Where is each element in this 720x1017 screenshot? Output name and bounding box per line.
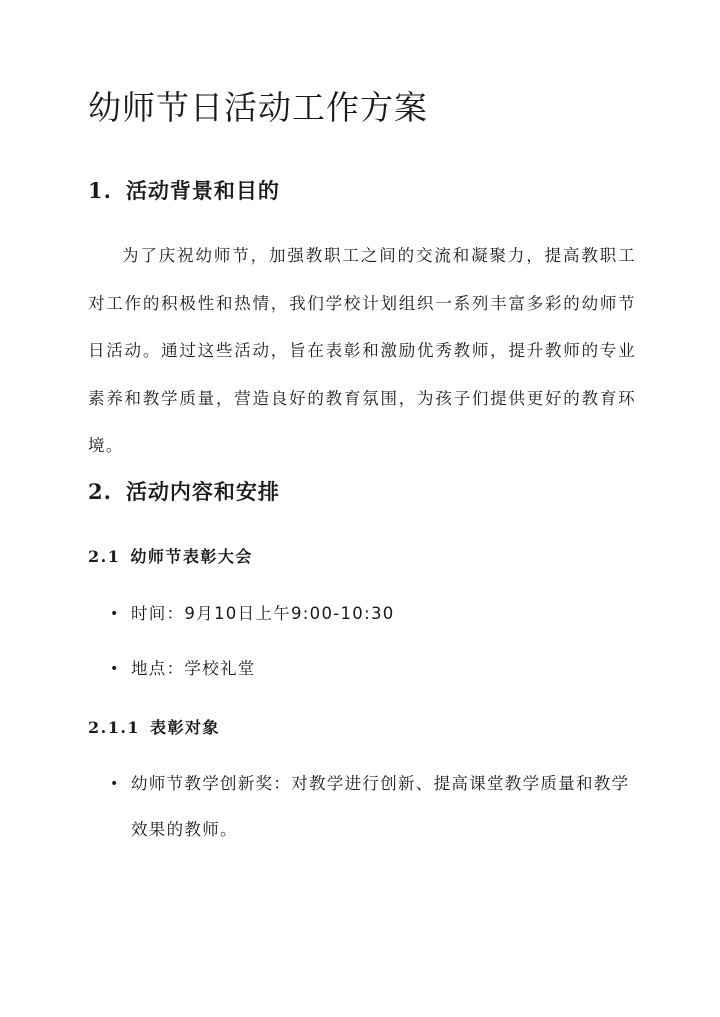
list-item-text: 时间：9月10日上午9:00-10:30 [131, 604, 395, 623]
list-item-time [100, 600, 395, 628]
section-heading-1 [88, 175, 280, 205]
list-item-text: 地点：学校礼堂 [131, 659, 256, 678]
document-title: 幼师节日活动工作方案 [88, 88, 428, 127]
subsection-number: 2.1 [88, 547, 121, 566]
bullet-icon: • [110, 661, 120, 677]
section-number: 1. [88, 178, 112, 203]
list-item-location [100, 655, 256, 683]
subsection-heading-2-1 [88, 544, 253, 567]
list-item-text: 幼师节教学创新奖：对教学进行创新、提高课堂教学质量和教学效果的教师。 [131, 774, 630, 839]
section-number: 2. [88, 479, 112, 504]
bullet-icon: • [110, 606, 120, 622]
section-title: 活动内容和安排 [125, 479, 280, 504]
subsection-heading-2-1-1 [88, 715, 220, 738]
subsection-title: 表彰对象 [150, 718, 221, 737]
list-item-award [100, 761, 631, 853]
subsection-number: 2.1.1 [88, 718, 141, 737]
section-title: 活动背景和目的 [125, 178, 280, 203]
section-paragraph: 为了庆祝幼师节，加强教职工之间的交流和凝聚力，提高教职工对工作的积极性和热情，我们学校计划组织一系列丰富多彩的幼师节日活动。通过这些活动，旨在表彰和激励优秀教师，提升教师的专业素养和教学质量，营造良好的教育氛围，为孩子们提供更好的教育环境。 [88, 246, 636, 455]
subsection-title: 幼师节表彰大会 [130, 547, 253, 566]
section-heading-2 [88, 476, 280, 506]
bullet-icon: • [110, 776, 120, 792]
